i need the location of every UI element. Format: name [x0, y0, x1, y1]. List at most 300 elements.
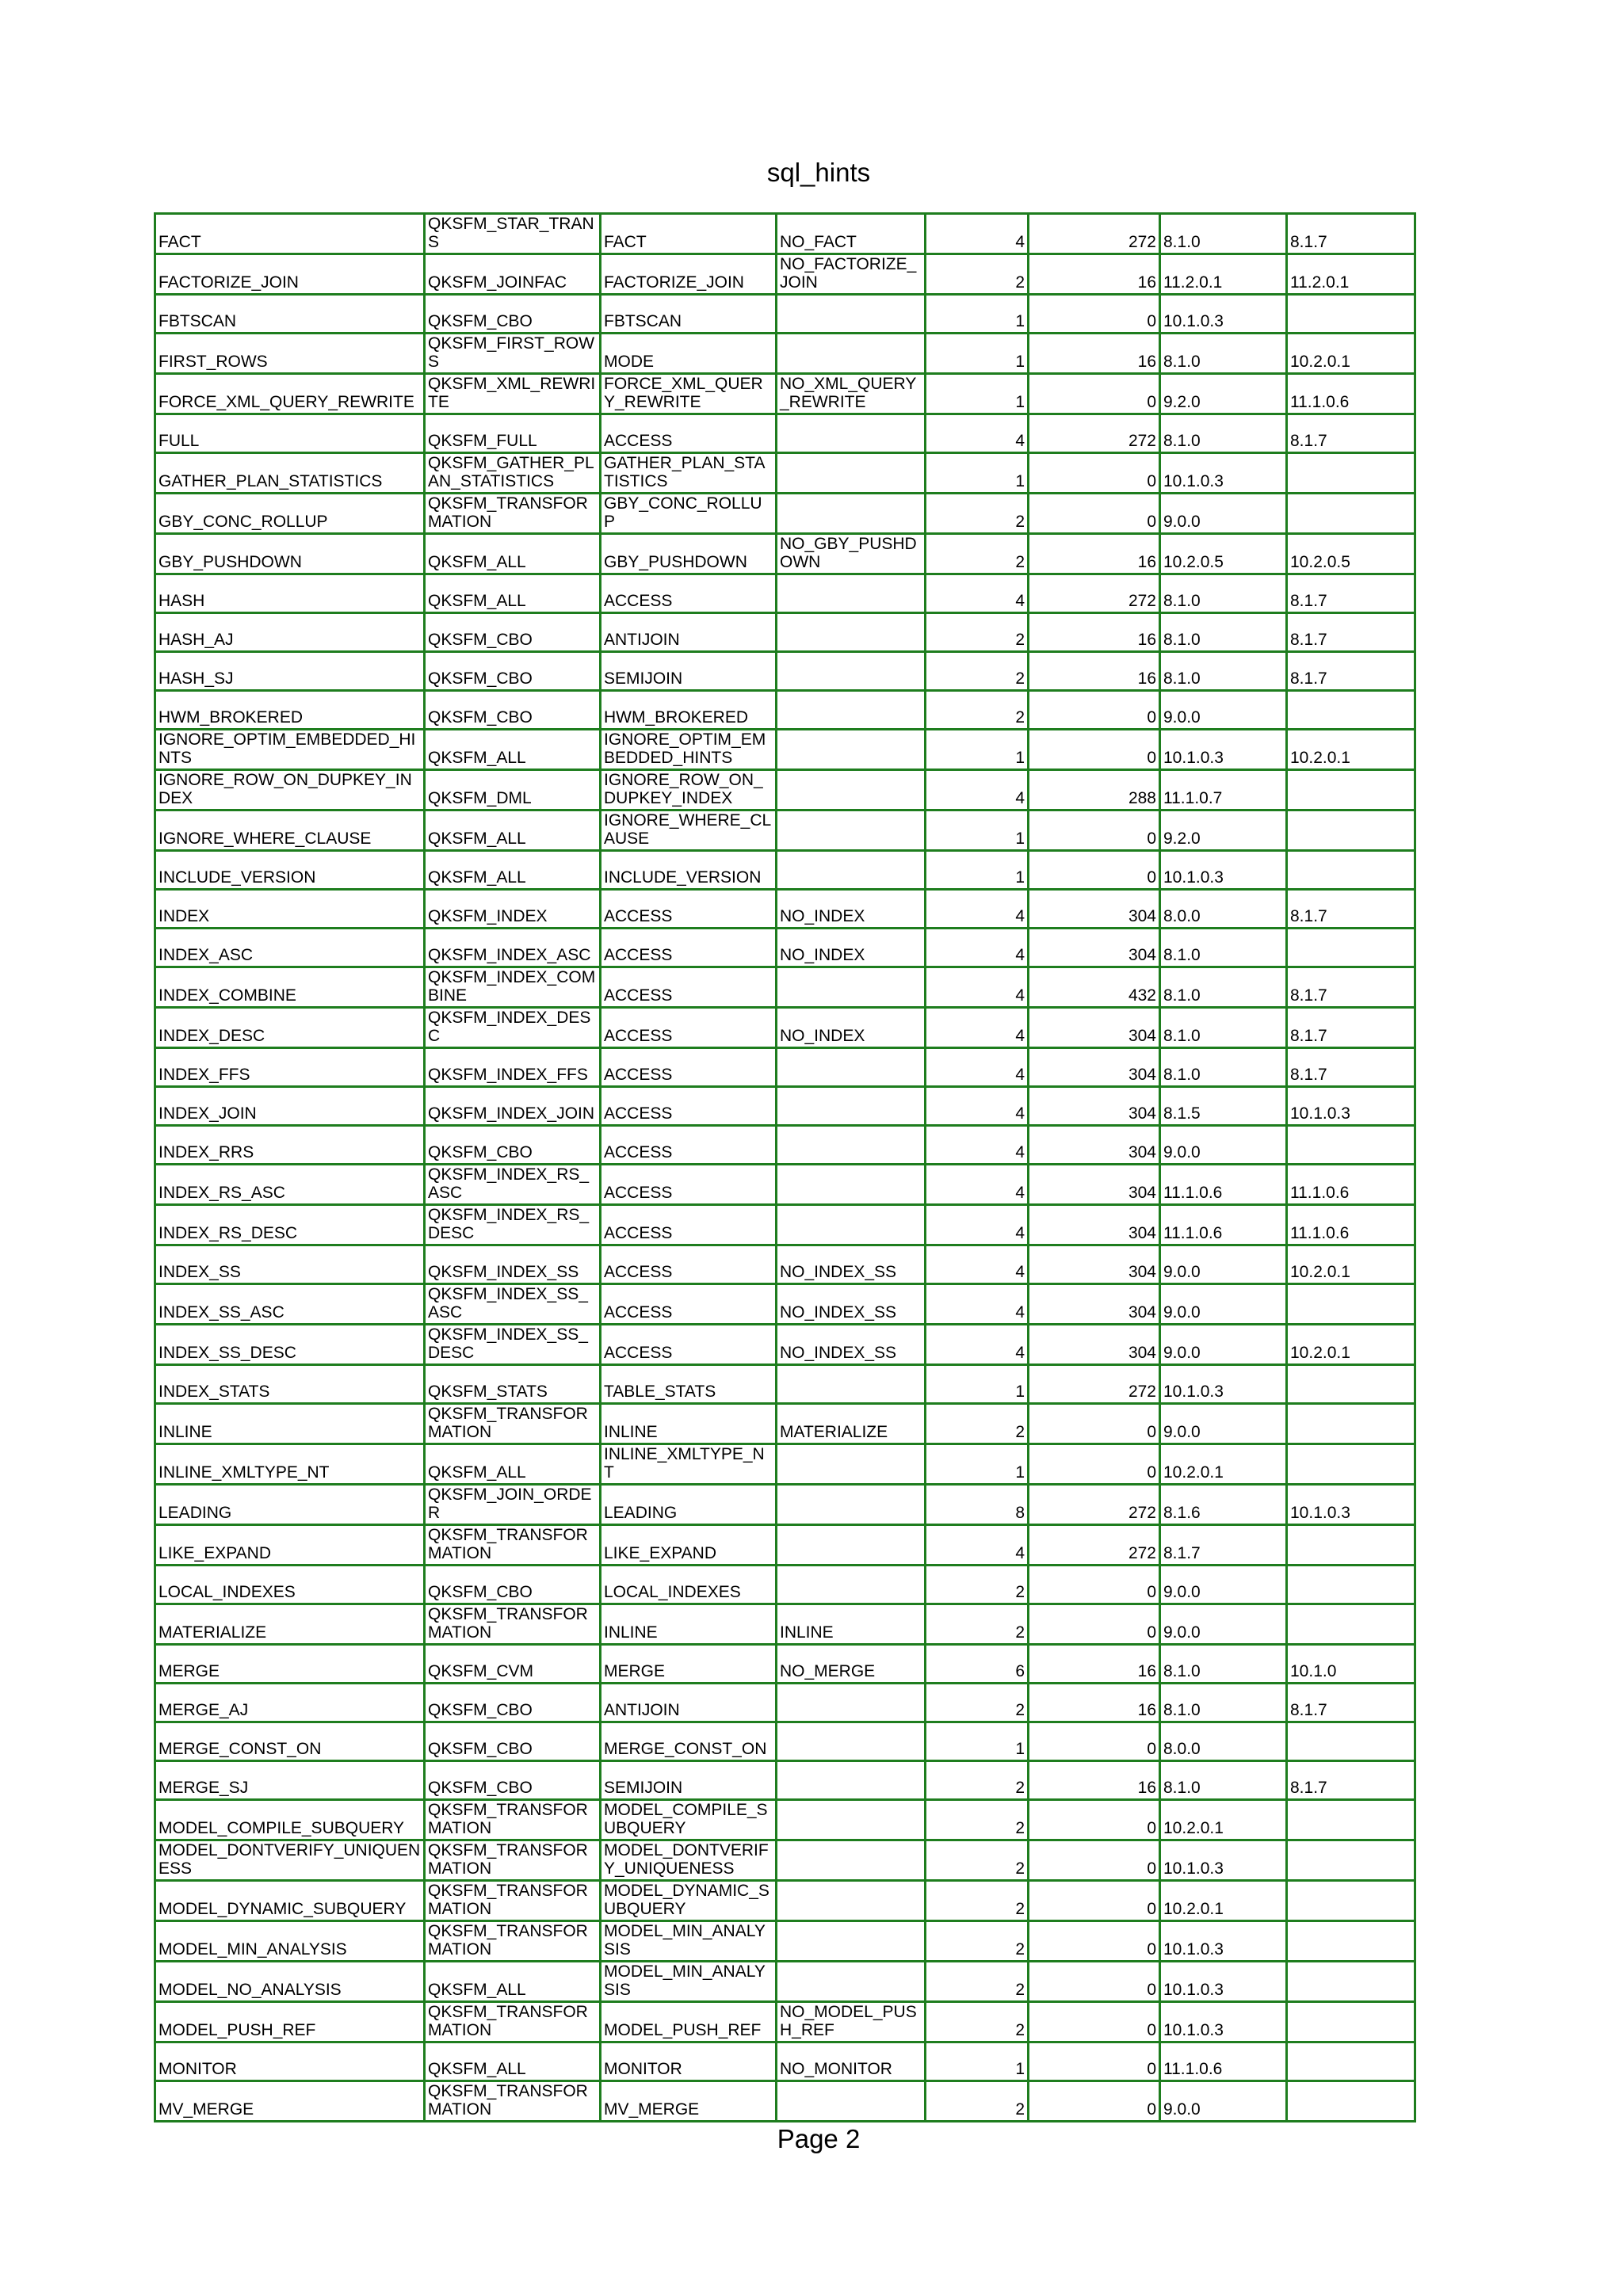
- hint-name-cell: FULL: [155, 414, 425, 453]
- version-cell: 8.1.7: [1160, 1525, 1287, 1566]
- hint-class-cell: ACCESS: [601, 890, 777, 929]
- version-outline-cell: [1287, 453, 1415, 494]
- version-cell: 10.1.0.3: [1160, 1921, 1287, 1962]
- version-outline-cell: [1287, 1126, 1415, 1165]
- version-outline-cell: [1287, 810, 1415, 851]
- version-cell: 9.2.0: [1160, 374, 1287, 414]
- property-cell: 0: [1029, 730, 1160, 770]
- inverse-cell: NO_GBY_PUSHDOWN: [777, 534, 926, 574]
- property-cell: 304: [1029, 890, 1160, 929]
- version-outline-cell: 8.1.7: [1287, 613, 1415, 652]
- inverse-cell: [777, 1881, 926, 1921]
- table-row: [155, 890, 1415, 929]
- target-level-cell: 2: [926, 1800, 1029, 1840]
- version-cell: 10.1.0.3: [1160, 453, 1287, 494]
- inverse-cell: NO_MONITOR: [777, 2042, 926, 2081]
- property-cell: 0: [1029, 1722, 1160, 1761]
- sql-feature-cell: QKSFM_JOIN_ORDER: [425, 1485, 601, 1525]
- table-row: [155, 691, 1415, 730]
- hint-name-cell: MONITOR: [155, 2042, 425, 2081]
- table-row: [155, 1566, 1415, 1604]
- property-cell: 0: [1029, 1881, 1160, 1921]
- inverse-cell: [777, 414, 926, 453]
- table-row: [155, 1485, 1415, 1525]
- sql-feature-cell: QKSFM_CBO: [425, 1761, 601, 1800]
- inverse-cell: [777, 691, 926, 730]
- version-outline-cell: [1287, 1444, 1415, 1485]
- sql-feature-cell: QKSFM_INDEX_RS_DESC: [425, 1205, 601, 1245]
- version-outline-cell: 10.2.0.5: [1287, 534, 1415, 574]
- target-level-cell: 1: [926, 295, 1029, 334]
- table-row: [155, 1087, 1415, 1126]
- hint-class-cell: ACCESS: [601, 574, 777, 613]
- hint-class-cell: GBY_PUSHDOWN: [601, 534, 777, 574]
- target-level-cell: 2: [926, 1921, 1029, 1962]
- sql-feature-cell: QKSFM_GATHER_PLAN_STATISTICS: [425, 453, 601, 494]
- inverse-cell: INLINE: [777, 1604, 926, 1645]
- inverse-cell: MATERIALIZE: [777, 1404, 926, 1444]
- sql-feature-cell: QKSFM_INDEX_SS_ASC: [425, 1284, 601, 1325]
- table-row: [155, 1604, 1415, 1645]
- sql-feature-cell: QKSFM_ALL: [425, 810, 601, 851]
- target-level-cell: 4: [926, 1245, 1029, 1284]
- version-cell: 8.1.0: [1160, 967, 1287, 1008]
- sql-feature-cell: QKSFM_DML: [425, 770, 601, 810]
- version-outline-cell: 8.1.7: [1287, 890, 1415, 929]
- version-cell: 10.1.0.3: [1160, 1962, 1287, 2002]
- sql-feature-cell: QKSFM_ALL: [425, 1444, 601, 1485]
- table-row: [155, 1205, 1415, 1245]
- sql-feature-cell: QKSFM_CBO: [425, 652, 601, 691]
- hint-class-cell: MODE: [601, 334, 777, 374]
- version-cell: 10.1.0.3: [1160, 851, 1287, 890]
- hint-name-cell: MODEL_MIN_ANALYSIS: [155, 1921, 425, 1962]
- version-cell: 8.0.0: [1160, 890, 1287, 929]
- target-level-cell: 4: [926, 1284, 1029, 1325]
- target-level-cell: 1: [926, 374, 1029, 414]
- target-level-cell: 2: [926, 691, 1029, 730]
- table-row: [155, 1048, 1415, 1087]
- hints-table: [154, 212, 1416, 2122]
- target-level-cell: 2: [926, 1684, 1029, 1722]
- hint-class-cell: MERGE: [601, 1645, 777, 1684]
- version-cell: 10.2.0.1: [1160, 1800, 1287, 1840]
- hint-class-cell: ACCESS: [601, 1165, 777, 1205]
- version-cell: 9.2.0: [1160, 810, 1287, 851]
- hint-name-cell: LEADING: [155, 1485, 425, 1525]
- table-row: [155, 1684, 1415, 1722]
- version-outline-cell: 10.2.0.1: [1287, 1245, 1415, 1284]
- table-row: [155, 730, 1415, 770]
- target-level-cell: 4: [926, 890, 1029, 929]
- inverse-cell: [777, 1800, 926, 1840]
- hint-name-cell: HASH_AJ: [155, 613, 425, 652]
- sql-feature-cell: QKSFM_TRANSFORMATION: [425, 1881, 601, 1921]
- target-level-cell: 2: [926, 613, 1029, 652]
- hint-class-cell: LEADING: [601, 1485, 777, 1525]
- sql-feature-cell: QKSFM_CBO: [425, 1566, 601, 1604]
- table-row: [155, 534, 1415, 574]
- sql-feature-cell: QKSFM_ALL: [425, 574, 601, 613]
- version-cell: 11.1.0.6: [1160, 1205, 1287, 1245]
- version-outline-cell: 8.1.7: [1287, 1684, 1415, 1722]
- hint-name-cell: IGNORE_ROW_ON_DUPKEY_INDEX: [155, 770, 425, 810]
- version-cell: 11.2.0.1: [1160, 254, 1287, 295]
- inverse-cell: NO_FACTORIZE_JOIN: [777, 254, 926, 295]
- version-outline-cell: 8.1.7: [1287, 652, 1415, 691]
- property-cell: 0: [1029, 1840, 1160, 1881]
- version-outline-cell: 10.1.0.3: [1287, 1485, 1415, 1525]
- hint-class-cell: INCLUDE_VERSION: [601, 851, 777, 890]
- hint-class-cell: LOCAL_INDEXES: [601, 1566, 777, 1604]
- hint-name-cell: INDEX_RS_DESC: [155, 1205, 425, 1245]
- version-cell: 8.1.0: [1160, 1645, 1287, 1684]
- hint-name-cell: MERGE: [155, 1645, 425, 1684]
- sql-feature-cell: QKSFM_INDEX_JOIN: [425, 1087, 601, 1126]
- property-cell: 272: [1029, 214, 1160, 254]
- hint-name-cell: HWM_BROKERED: [155, 691, 425, 730]
- version-cell: 8.1.0: [1160, 334, 1287, 374]
- hint-class-cell: ANTIJOIN: [601, 613, 777, 652]
- inverse-cell: NO_INDEX_SS: [777, 1325, 926, 1365]
- table-row: [155, 295, 1415, 334]
- version-outline-cell: [1287, 929, 1415, 967]
- target-level-cell: 2: [926, 1761, 1029, 1800]
- property-cell: 16: [1029, 254, 1160, 295]
- version-outline-cell: 8.1.7: [1287, 1761, 1415, 1800]
- hint-class-cell: MODEL_DONTVERIFY_UNIQUENESS: [601, 1840, 777, 1881]
- table-row: [155, 1761, 1415, 1800]
- hint-name-cell: INDEX_JOIN: [155, 1087, 425, 1126]
- table-row: [155, 770, 1415, 810]
- inverse-cell: [777, 494, 926, 534]
- hint-class-cell: IGNORE_OPTIM_EMBEDDED_HINTS: [601, 730, 777, 770]
- inverse-cell: [777, 1840, 926, 1881]
- table-row: [155, 1525, 1415, 1566]
- hint-class-cell: ANTIJOIN: [601, 1684, 777, 1722]
- version-cell: 8.1.0: [1160, 1008, 1287, 1048]
- inverse-cell: NO_INDEX_SS: [777, 1284, 926, 1325]
- property-cell: 0: [1029, 494, 1160, 534]
- target-level-cell: 2: [926, 534, 1029, 574]
- hint-class-cell: MODEL_MIN_ANALYSIS: [601, 1962, 777, 2002]
- version-outline-cell: [1287, 1525, 1415, 1566]
- version-outline-cell: 11.1.0.6: [1287, 1205, 1415, 1245]
- property-cell: 0: [1029, 1921, 1160, 1962]
- hint-class-cell: ACCESS: [601, 1087, 777, 1126]
- table-row: [155, 1126, 1415, 1165]
- sql-feature-cell: QKSFM_FIRST_ROWS: [425, 334, 601, 374]
- property-cell: 288: [1029, 770, 1160, 810]
- target-level-cell: 4: [926, 574, 1029, 613]
- version-outline-cell: [1287, 851, 1415, 890]
- version-cell: 9.0.0: [1160, 2081, 1287, 2122]
- target-level-cell: 4: [926, 929, 1029, 967]
- hint-name-cell: INDEX: [155, 890, 425, 929]
- hint-name-cell: MODEL_DYNAMIC_SUBQUERY: [155, 1881, 425, 1921]
- target-level-cell: 4: [926, 770, 1029, 810]
- property-cell: 304: [1029, 1165, 1160, 1205]
- target-level-cell: 6: [926, 1645, 1029, 1684]
- table-row: [155, 929, 1415, 967]
- hint-name-cell: INDEX_SS_DESC: [155, 1325, 425, 1365]
- hint-class-cell: INLINE: [601, 1404, 777, 1444]
- hint-class-cell: SEMIJOIN: [601, 1761, 777, 1800]
- version-outline-cell: [1287, 295, 1415, 334]
- version-cell: 10.1.0.3: [1160, 1365, 1287, 1404]
- hint-class-cell: ACCESS: [601, 1048, 777, 1087]
- version-cell: 11.1.0.7: [1160, 770, 1287, 810]
- sql-feature-cell: QKSFM_INDEX_RS_ASC: [425, 1165, 601, 1205]
- target-level-cell: 1: [926, 1444, 1029, 1485]
- target-level-cell: 4: [926, 967, 1029, 1008]
- version-cell: 8.1.6: [1160, 1485, 1287, 1525]
- version-cell: 8.1.0: [1160, 1761, 1287, 1800]
- target-level-cell: 4: [926, 1205, 1029, 1245]
- target-level-cell: 1: [926, 1365, 1029, 1404]
- version-cell: 9.0.0: [1160, 1566, 1287, 1604]
- hint-name-cell: IGNORE_OPTIM_EMBEDDED_HINTS: [155, 730, 425, 770]
- version-cell: 10.1.0.3: [1160, 2002, 1287, 2042]
- version-outline-cell: 11.2.0.1: [1287, 254, 1415, 295]
- property-cell: 272: [1029, 1485, 1160, 1525]
- property-cell: 304: [1029, 1008, 1160, 1048]
- inverse-cell: NO_MERGE: [777, 1645, 926, 1684]
- property-cell: 0: [1029, 851, 1160, 890]
- target-level-cell: 2: [926, 1604, 1029, 1645]
- sql-feature-cell: QKSFM_STATS: [425, 1365, 601, 1404]
- version-outline-cell: [1287, 1404, 1415, 1444]
- inverse-cell: NO_INDEX: [777, 1008, 926, 1048]
- hint-class-cell: IGNORE_ROW_ON_DUPKEY_INDEX: [601, 770, 777, 810]
- version-cell: 9.0.0: [1160, 1245, 1287, 1284]
- hint-name-cell: FIRST_ROWS: [155, 334, 425, 374]
- sql-feature-cell: QKSFM_TRANSFORMATION: [425, 1800, 601, 1840]
- inverse-cell: [777, 967, 926, 1008]
- version-cell: 11.1.0.6: [1160, 2042, 1287, 2081]
- property-cell: 304: [1029, 1126, 1160, 1165]
- inverse-cell: [777, 613, 926, 652]
- table-row: [155, 652, 1415, 691]
- sql-feature-cell: QKSFM_CBO: [425, 1126, 601, 1165]
- inverse-cell: [777, 1087, 926, 1126]
- inverse-cell: NO_XML_QUERY_REWRITE: [777, 374, 926, 414]
- table-row: [155, 810, 1415, 851]
- target-level-cell: 1: [926, 810, 1029, 851]
- version-outline-cell: [1287, 2081, 1415, 2122]
- target-level-cell: 1: [926, 453, 1029, 494]
- property-cell: 0: [1029, 2042, 1160, 2081]
- inverse-cell: [777, 810, 926, 851]
- version-cell: 8.1.0: [1160, 929, 1287, 967]
- hint-name-cell: LOCAL_INDEXES: [155, 1566, 425, 1604]
- sql-feature-cell: QKSFM_TRANSFORMATION: [425, 1921, 601, 1962]
- hint-class-cell: ACCESS: [601, 1245, 777, 1284]
- target-level-cell: 2: [926, 1566, 1029, 1604]
- property-cell: 0: [1029, 810, 1160, 851]
- target-level-cell: 2: [926, 1404, 1029, 1444]
- inverse-cell: [777, 2081, 926, 2122]
- inverse-cell: [777, 1684, 926, 1722]
- hint-name-cell: INDEX_SS: [155, 1245, 425, 1284]
- property-cell: 272: [1029, 1365, 1160, 1404]
- version-outline-cell: [1287, 770, 1415, 810]
- version-outline-cell: 8.1.7: [1287, 574, 1415, 613]
- inverse-cell: [777, 1365, 926, 1404]
- table-row: [155, 334, 1415, 374]
- version-cell: 8.1.0: [1160, 214, 1287, 254]
- hint-class-cell: MV_MERGE: [601, 2081, 777, 2122]
- version-outline-cell: 8.1.7: [1287, 414, 1415, 453]
- property-cell: 272: [1029, 414, 1160, 453]
- hint-name-cell: FACT: [155, 214, 425, 254]
- property-cell: 0: [1029, 2081, 1160, 2122]
- sql-feature-cell: QKSFM_STAR_TRANS: [425, 214, 601, 254]
- property-cell: 304: [1029, 929, 1160, 967]
- hint-class-cell: GATHER_PLAN_STATISTICS: [601, 453, 777, 494]
- table-row: [155, 1921, 1415, 1962]
- property-cell: 432: [1029, 967, 1160, 1008]
- hint-name-cell: MATERIALIZE: [155, 1604, 425, 1645]
- table-row: [155, 2081, 1415, 2122]
- version-outline-cell: [1287, 1800, 1415, 1840]
- hint-name-cell: INDEX_SS_ASC: [155, 1284, 425, 1325]
- hint-class-cell: ACCESS: [601, 1284, 777, 1325]
- hint-name-cell: INLINE: [155, 1404, 425, 1444]
- property-cell: 0: [1029, 1566, 1160, 1604]
- target-level-cell: 4: [926, 1008, 1029, 1048]
- version-cell: 8.0.0: [1160, 1722, 1287, 1761]
- inverse-cell: NO_INDEX_SS: [777, 1245, 926, 1284]
- hint-name-cell: INCLUDE_VERSION: [155, 851, 425, 890]
- property-cell: 16: [1029, 1684, 1160, 1722]
- table-row: [155, 1404, 1415, 1444]
- property-cell: 16: [1029, 1761, 1160, 1800]
- target-level-cell: 4: [926, 414, 1029, 453]
- table-row: [155, 1840, 1415, 1881]
- hint-class-cell: ACCESS: [601, 1205, 777, 1245]
- version-cell: 9.0.0: [1160, 1325, 1287, 1365]
- target-level-cell: 2: [926, 494, 1029, 534]
- sql-feature-cell: QKSFM_XML_REWRITE: [425, 374, 601, 414]
- inverse-cell: [777, 1525, 926, 1566]
- version-cell: 10.2.0.5: [1160, 534, 1287, 574]
- version-cell: 8.1.0: [1160, 613, 1287, 652]
- version-outline-cell: [1287, 1284, 1415, 1325]
- inverse-cell: [777, 1165, 926, 1205]
- hint-class-cell: INLINE_XMLTYPE_NT: [601, 1444, 777, 1485]
- hint-name-cell: FBTSCAN: [155, 295, 425, 334]
- sql-feature-cell: QKSFM_ALL: [425, 2042, 601, 2081]
- hint-class-cell: ACCESS: [601, 929, 777, 967]
- hint-name-cell: FORCE_XML_QUERY_REWRITE: [155, 374, 425, 414]
- sql-feature-cell: QKSFM_ALL: [425, 851, 601, 890]
- table-row: [155, 851, 1415, 890]
- version-cell: 9.0.0: [1160, 1604, 1287, 1645]
- target-level-cell: 1: [926, 1722, 1029, 1761]
- hint-name-cell: INDEX_ASC: [155, 929, 425, 967]
- target-level-cell: 2: [926, 1881, 1029, 1921]
- target-level-cell: 4: [926, 1525, 1029, 1566]
- target-level-cell: 2: [926, 2081, 1029, 2122]
- table-row: [155, 2042, 1415, 2081]
- sql-feature-cell: QKSFM_INDEX: [425, 890, 601, 929]
- version-outline-cell: 11.1.0.6: [1287, 374, 1415, 414]
- version-outline-cell: [1287, 1962, 1415, 2002]
- version-outline-cell: 10.2.0.1: [1287, 334, 1415, 374]
- table-row: [155, 1165, 1415, 1205]
- inverse-cell: [777, 1962, 926, 2002]
- hint-name-cell: IGNORE_WHERE_CLAUSE: [155, 810, 425, 851]
- hint-class-cell: FACTORIZE_JOIN: [601, 254, 777, 295]
- version-cell: 8.1.0: [1160, 652, 1287, 691]
- sql-feature-cell: QKSFM_CBO: [425, 295, 601, 334]
- table-row: [155, 1881, 1415, 1921]
- hint-class-cell: TABLE_STATS: [601, 1365, 777, 1404]
- property-cell: 0: [1029, 1404, 1160, 1444]
- property-cell: 304: [1029, 1245, 1160, 1284]
- version-outline-cell: 11.1.0.6: [1287, 1165, 1415, 1205]
- version-cell: 8.1.0: [1160, 1684, 1287, 1722]
- property-cell: 0: [1029, 1800, 1160, 1840]
- sql-feature-cell: QKSFM_CVM: [425, 1645, 601, 1684]
- table-row: [155, 453, 1415, 494]
- inverse-cell: [777, 295, 926, 334]
- hint-name-cell: MODEL_NO_ANALYSIS: [155, 1962, 425, 2002]
- sql-feature-cell: QKSFM_FULL: [425, 414, 601, 453]
- sql-feature-cell: QKSFM_JOINFAC: [425, 254, 601, 295]
- hints-table-body: [155, 214, 1415, 2122]
- inverse-cell: [777, 1921, 926, 1962]
- hint-class-cell: ACCESS: [601, 1325, 777, 1365]
- sql-feature-cell: QKSFM_ALL: [425, 534, 601, 574]
- version-cell: 9.0.0: [1160, 1284, 1287, 1325]
- inverse-cell: [777, 1566, 926, 1604]
- inverse-cell: [777, 1722, 926, 1761]
- target-level-cell: 4: [926, 1165, 1029, 1205]
- version-cell: 9.0.0: [1160, 494, 1287, 534]
- sql-feature-cell: QKSFM_ALL: [425, 1962, 601, 2002]
- version-outline-cell: [1287, 1604, 1415, 1645]
- table-row: [155, 1962, 1415, 2002]
- property-cell: 304: [1029, 1048, 1160, 1087]
- hint-class-cell: ACCESS: [601, 1126, 777, 1165]
- hint-name-cell: GBY_CONC_ROLLUP: [155, 494, 425, 534]
- hint-name-cell: INDEX_DESC: [155, 1008, 425, 1048]
- version-cell: 8.1.0: [1160, 1048, 1287, 1087]
- hint-name-cell: MERGE_AJ: [155, 1684, 425, 1722]
- hint-name-cell: MODEL_PUSH_REF: [155, 2002, 425, 2042]
- inverse-cell: [777, 1485, 926, 1525]
- inverse-cell: [777, 1444, 926, 1485]
- property-cell: 304: [1029, 1205, 1160, 1245]
- version-cell: 8.1.5: [1160, 1087, 1287, 1126]
- sql-feature-cell: QKSFM_TRANSFORMATION: [425, 1404, 601, 1444]
- version-outline-cell: [1287, 1566, 1415, 1604]
- inverse-cell: NO_INDEX: [777, 890, 926, 929]
- hint-class-cell: FBTSCAN: [601, 295, 777, 334]
- inverse-cell: NO_INDEX: [777, 929, 926, 967]
- hint-name-cell: MV_MERGE: [155, 2081, 425, 2122]
- table-row: [155, 574, 1415, 613]
- sql-feature-cell: QKSFM_TRANSFORMATION: [425, 1840, 601, 1881]
- inverse-cell: [777, 453, 926, 494]
- property-cell: 0: [1029, 2002, 1160, 2042]
- hint-name-cell: INDEX_COMBINE: [155, 967, 425, 1008]
- hint-class-cell: MODEL_MIN_ANALYSIS: [601, 1921, 777, 1962]
- version-outline-cell: 10.1.0.3: [1287, 1087, 1415, 1126]
- sql-feature-cell: QKSFM_CBO: [425, 613, 601, 652]
